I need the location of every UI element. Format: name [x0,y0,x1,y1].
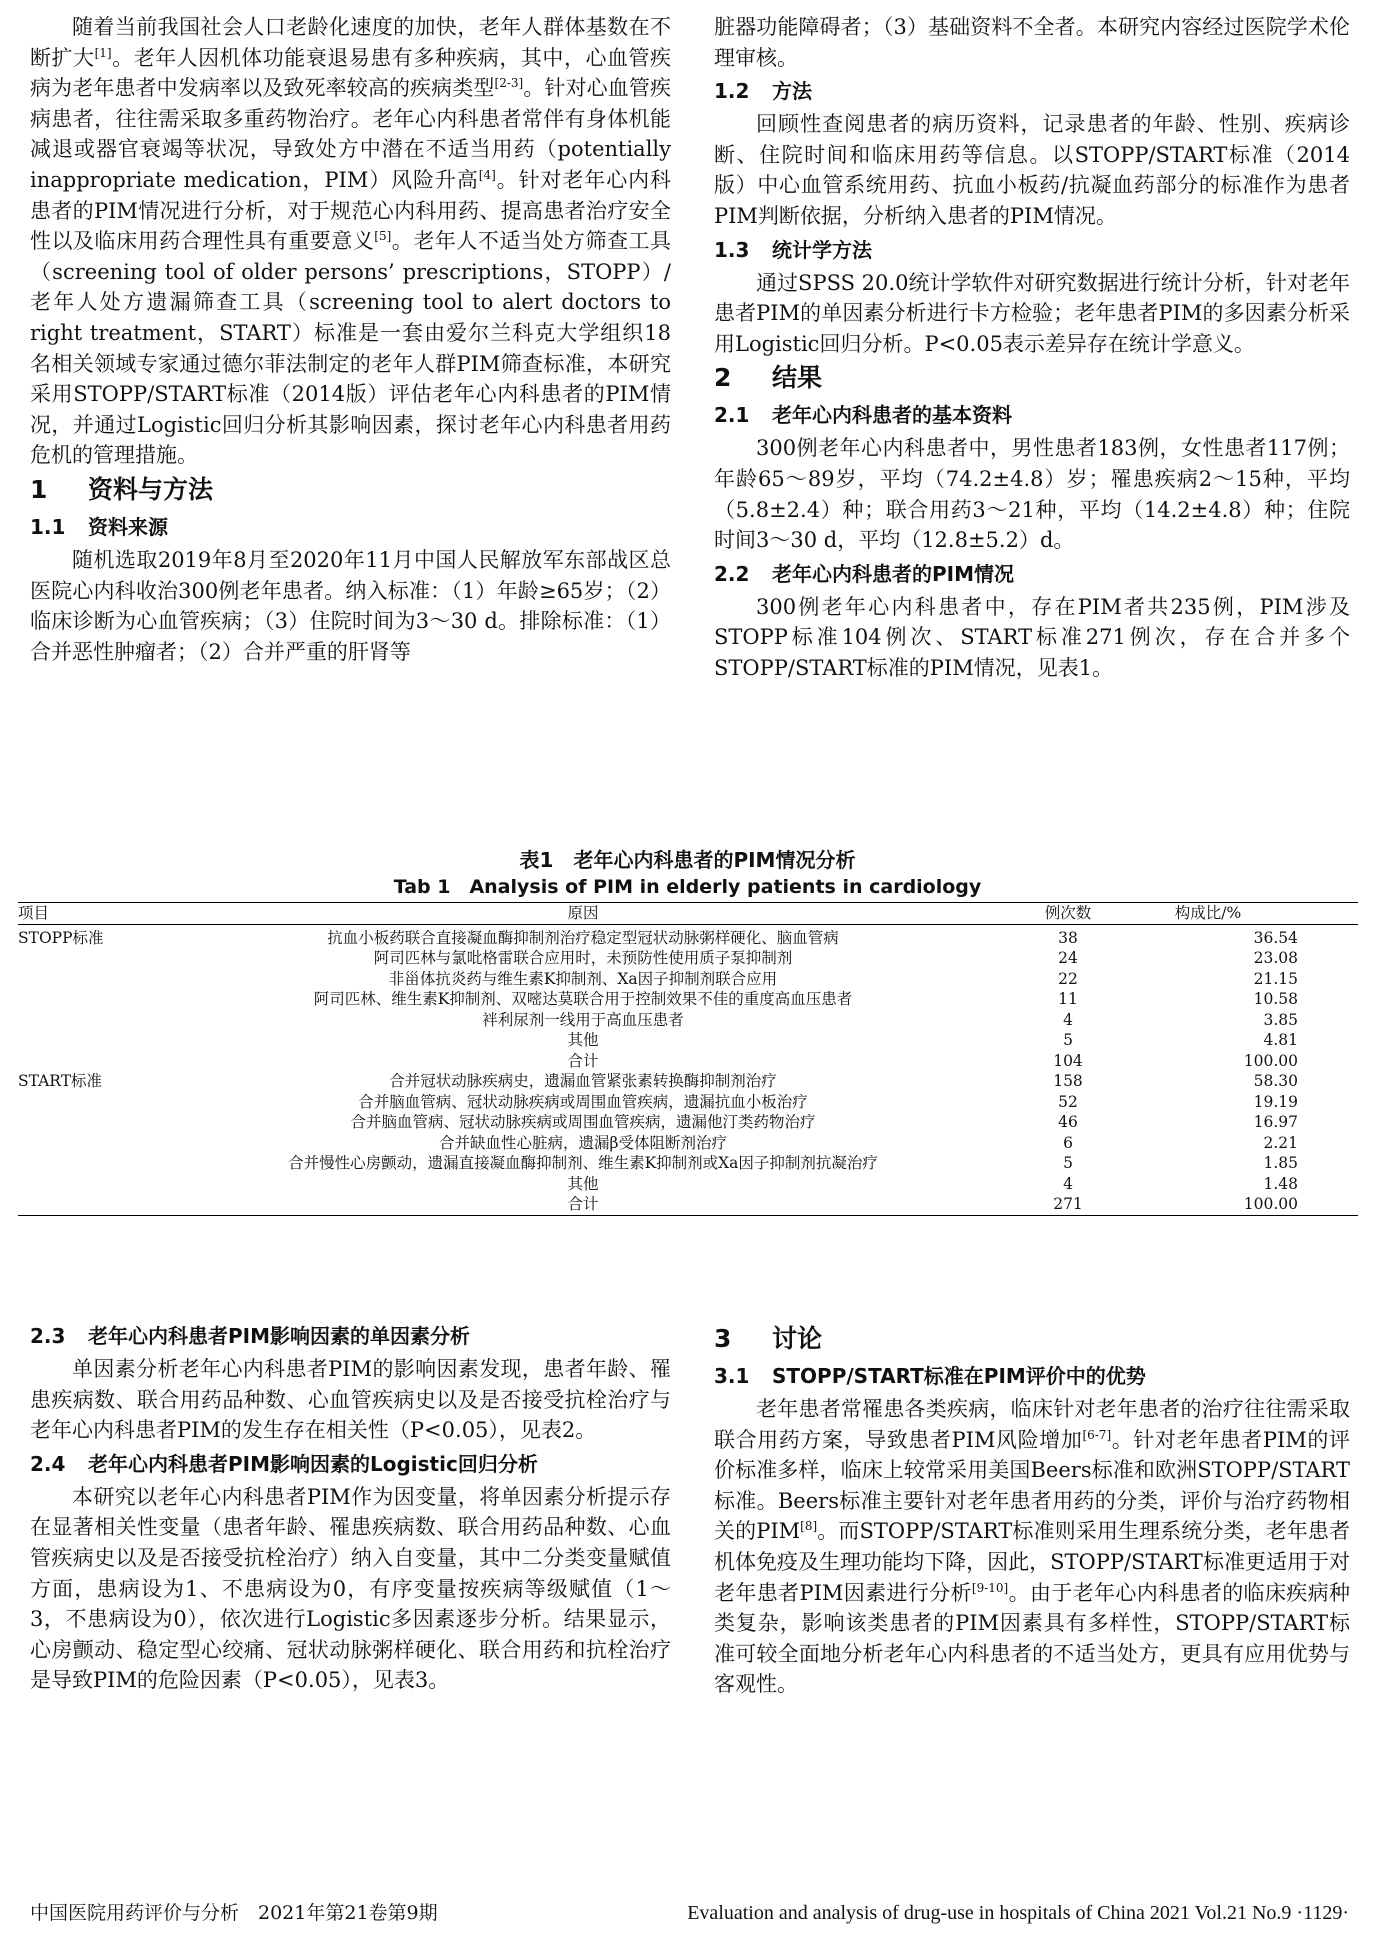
cell-item [18,1174,148,1195]
citation-ref: [9-10] [971,1580,1009,1595]
intro-paragraph: 随着当前我国社会人口老龄化速度的加快，老年人群体基数在不断扩大[1]。老年人因机体功能衰退易患有多种疾病，其中，心血管疾病为老年患者中发病率以及致死率较高的疾病类型[2-3]。针对心血管疾病患者，往往需采取多重药物治疗。老年心内科患者常伴有身体机能减退或器官衰竭等状况，导致处方中潜在不适当用药（potentially inappropriate medication，PIM）风险升高[4]。针对老年心内科患者的PIM情况进行分析，对于规范心内科用药、提高患者治疗安全性以及临床用药合理性具有重要意义[5]。老年人不适当处方筛查工具（screening tool of older persons’ prescriptions，STOPP）/老年人处方遗漏筛查工具（screening tool to alert doctors to right treatment，START）标准是一套由爱尔兰科克大学组织18名相关领域专家通过德尔菲法制定的老年人群PIM筛查标准，本研究采用STOPP/START标准（2014版）评估老年心内科患者的PIM情况，并通过Logistic回归分析其影响因素，探讨老年心内科患者用药危机的管理措施。 [30,15,672,468]
right-column-bottom [714,1320,1350,1700]
cell-reason: 合并脑血管病、冠状动脉疾病或周围血管疾病，遗漏抗血小板治疗 [358,1092,808,1111]
cell-percent: 36.54 [1253,928,1298,947]
section-3-1-heading [714,1358,1350,1394]
section-title: 结果 [772,363,823,393]
cell-percent: 1.85 [1263,1154,1298,1172]
citation-ref: [4] [478,167,496,182]
footer-left: 中国医院用药评价与分析 2021年第21卷第9期 [30,1902,438,1924]
cell-reason: 合并冠状动脉疾病史，遗漏血管紧张素转换酶抑制剂治疗 [389,1072,777,1090]
section-1-heading [30,471,671,509]
footer-right: Evaluation and analysis of drug-use in hospitals of China 2021 Vol.21 No.9 ·1129· [687,1902,1349,1924]
continued-paragraph: 脏器功能障碍者；（3）基础资料不全者。本研究内容经过医院学术伦理审核。 [714,15,1350,70]
section-number: 1.2 [714,79,750,104]
cell-count: 5 [1063,1031,1073,1049]
cell-item [18,969,148,990]
cell-percent: 19.19 [1253,1092,1298,1111]
section-title: 老年心内科患者PIM影响因素的单因素分析 [88,1324,471,1348]
section-2-4-text: 本研究以老年心内科患者PIM作为因变量，将单因素分析提示存在显著相关性变量（患者年龄、罹患疾病数、联合用药品种数、心血管疾病史以及是否接受抗栓治疗）纳入自变量，其中二分类变量赋值方面，患病设为1、不患病设为0，有序变量按疾病等级赋值（1～3，不患病设为0），依次进行Logistic多因素逐步分析。结果显示，心房颤动、稳定型心绞痛、冠状动脉粥样硬化、联合用药和抗栓治疗是导致PIM的危险因素（P<0.05），见表3。 [30,1484,671,1693]
cell-reason: 合并缺血性心脏病，遗漏β受体阻断剂治疗 [439,1133,727,1152]
cell-percent: 58.30 [1253,1072,1298,1090]
cell-item [18,1153,148,1174]
table-row [18,1153,1358,1174]
cell-reason: 其他 [567,1174,599,1193]
section-1-2-heading [714,73,1350,109]
table-title-en: Tab 1 Analysis of PIM in elderly patients in cardiology [393,876,982,898]
section-number: 2.3 [30,1324,66,1348]
cell-percent: 16.97 [1253,1113,1298,1131]
cell-percent: 4.81 [1263,1031,1298,1049]
section-number: 1.1 [30,514,66,539]
section-3-heading [714,1320,1350,1358]
section-title: 老年心内科患者的基本资料 [772,403,1012,428]
table-row [18,1051,1358,1072]
table-row [18,1194,1358,1215]
cell-reason: 合并慢性心房颤动，遗漏直接凝血酶抑制剂、维生素K抑制剂或Xa因子抑制剂抗凝治疗 [288,1154,878,1172]
cell-item: START标准 [18,1072,103,1090]
left-column-bottom [30,1318,671,1696]
section-number: 3.1 [714,1364,750,1388]
section-title: 老年心内科患者的PIM情况 [772,561,1015,586]
citation-ref: [1] [94,45,112,60]
cell-reason: 阿司匹林与氯吡格雷联合应用时，未预防性使用质子泵抑制剂 [373,949,793,967]
cell-item: STOPP标准 [18,928,104,947]
cell-count: 104 [1053,1051,1083,1070]
cell-count: 6 [1063,1133,1073,1152]
header-percent: 构成比/% [1118,903,1358,925]
section-2-3-heading [30,1318,671,1354]
section-title: 老年心内科患者PIM影响因素的Logistic回归分析 [88,1451,538,1476]
pim-table [18,902,1358,1216]
cell-reason: 合并脑血管病、冠状动脉疾病或周围血管疾病，遗漏他汀类药物治疗 [350,1113,816,1131]
cell-percent: 2.21 [1263,1133,1298,1152]
cell-count: 52 [1058,1092,1078,1111]
cell-reason: 合计 [148,1194,1018,1215]
cell-count: 22 [1058,969,1078,988]
left-column-top [30,12,671,667]
section-2-1-text: 300例老年心内科患者中，男性患者183例，女性患者117例；年龄65～89岁，平均（74.2±4.8）岁；罹患疾病2～15种，平均（5.8±2.4）种；联合用药3～21种，平均（14.2±4.8）种；住院时间3～30 d，平均（12.8±5.2）d。 [714,436,1350,553]
cell-percent: 3.85 [1263,1010,1298,1029]
cell-percent: 10.58 [1253,990,1298,1008]
section-2-3-text: 单因素分析老年心内科患者PIM的影响因素发现，患者年龄、罹患疾病数、联合用药品种数、心血管疾病史以及是否接受抗栓治疗与老年心内科患者PIM的发生存在相关性（P<0.05），见表2。 [30,1357,671,1443]
header-count: 例次数 [1018,903,1118,925]
cell-reason: 合计 [567,1051,599,1070]
section-title: STOPP/START标准在PIM评价中的优势 [772,1364,1146,1388]
section-number: 3 [714,1324,732,1353]
cell-item [18,1133,148,1154]
cell-count: 24 [1058,949,1078,967]
section-number: 2.4 [30,1451,66,1476]
cell-reason: 袢利尿剂一线用于高血压患者 [482,1010,684,1029]
cell-reason: 抗血小板药联合直接凝血酶抑制剂治疗稳定型冠状动脉粥样硬化、脑血管病 [327,928,839,947]
cell-item [18,1194,148,1215]
cell-item [18,1030,148,1051]
section-title: 讨论 [772,1324,823,1353]
citation-ref: [2-3] [494,76,524,91]
section-title: 方法 [772,79,812,104]
cell-item [18,948,148,969]
cell-count: 11 [1058,990,1078,1008]
right-column-top [714,12,1350,684]
cell-count: 5 [1063,1154,1073,1172]
cell-percent: 100.00 [1243,1051,1298,1070]
citation-ref: [6-7] [1082,1427,1112,1442]
table-title-cn: 表1 老年心内科患者的PIM情况分析 [519,848,856,872]
header-reason: 原因 [148,903,1018,925]
section-2-heading [714,359,1350,397]
section-title: 资料来源 [88,514,168,539]
cell-item [18,1112,148,1133]
cell-item [18,989,148,1010]
section-1-1-text: 随机选取2019年8月至2020年11月中国人民解放军东部战区总医院心内科收治300例老年患者。纳入标准：（1）年龄≥65岁；（2）临床诊断为心血管疾病；（3）住院时间为3～30 d。排除标准：（1）合并恶性肿瘤者；（2）合并严重的肝肾等 [30,547,671,664]
section-number: 1.3 [714,237,750,262]
table-row [18,924,1358,948]
section-2-1-heading [714,397,1350,433]
table-row [18,948,1358,969]
cell-percent: 21.15 [1253,969,1298,988]
section-title: 统计学方法 [772,237,872,262]
table-row [18,989,1358,1010]
cell-count: 271 [1018,1194,1118,1215]
section-2-2-heading [714,556,1350,592]
table-row [18,1092,1358,1113]
citation-ref: [8] [800,1519,818,1534]
section-1-2-text: 回顾性查阅患者的病历资料，记录患者的年龄、性别、疾病诊断、住院时间和临床用药等信息。以STOPP/START标准（2014版）中心血管系统用药、抗血小板药/抗凝血药部分的标准作为患者PIM判断依据，分析纳入患者的PIM情况。 [714,112,1350,228]
section-number: 2 [714,363,732,393]
table-row [18,1174,1358,1195]
cell-reason: 阿司匹林、维生素K抑制剂、双嘧达莫联合用于控制效果不佳的重度高血压患者 [313,990,853,1008]
section-number: 2.2 [714,561,750,586]
section-1-1-heading [30,509,671,545]
table-header-row [18,903,1358,925]
cell-count: 158 [1053,1072,1083,1090]
cell-item [18,1010,148,1031]
table-row [18,1133,1358,1154]
table-row [18,1112,1358,1133]
section-2-2-text: 300例老年心内科患者中，存在PIM者共235例，PIM涉及STOPP标准104例次、START标准271例次，存在合并多个STOPP/START标准的PIM情况，见表1。 [714,594,1350,680]
table-row [18,1071,1358,1092]
header-item: 项目 [18,903,148,925]
table-row [18,1010,1358,1031]
cell-count: 38 [1058,928,1078,947]
cell-item [18,1051,148,1072]
section-1-3-heading [714,232,1350,268]
section-title: 资料与方法 [88,474,214,504]
cell-percent: 100.00 [1118,1194,1358,1215]
cell-percent: 23.08 [1253,949,1298,967]
cell-count: 4 [1063,1010,1073,1029]
cell-count: 46 [1058,1113,1078,1131]
section-3-1-text: 老年患者常罹患各类疾病，临床针对老年患者的治疗往往需采取联合用药方案，导致患者PIM风险增加[6-7]。针对老年患者PIM的评价标准多样，临床上较常采用美国Beers标准和欧洲STOPP/START标准。Beers标准主要针对老年患者用药的分类，评价与治疗药物相关的PIM[8]。而STOPP/START标准则采用生理系统分类，老年患者机体免疫及生理功能均下降，因此，STOPP/START标准更适用于对老年患者PIM因素进行分析[9-10]。由于老年心内科患者的临床疾病种类复杂，影响该类患者的PIM因素具有多样性，STOPP/START标准可较全面地分析老年心内科患者的不适当处方，更具有应用优势与客观性。 [714,1397,1351,1697]
cell-reason: 其他 [567,1031,599,1049]
section-number: 1 [30,474,48,504]
table-row [18,969,1358,990]
cell-percent: 1.48 [1263,1174,1298,1193]
section-1-3-text: 通过SPSS 20.0统计学软件对研究数据进行统计分析，针对老年患者PIM的单因素分析进行卡方检验；老年患者PIM的多因素分析采用Logistic回归分析。P<0.05表示差异存在统计学意义。 [714,270,1350,356]
cell-reason: 非甾体抗炎药与维生素K抑制剂、Xa因子抑制剂联合应用 [388,969,778,988]
citation-ref: [5] [374,229,392,244]
table-row [18,1030,1358,1051]
section-number: 2.1 [714,403,750,428]
section-2-4-heading [30,1446,671,1482]
cell-count: 4 [1063,1174,1073,1193]
cell-item [18,1092,148,1113]
